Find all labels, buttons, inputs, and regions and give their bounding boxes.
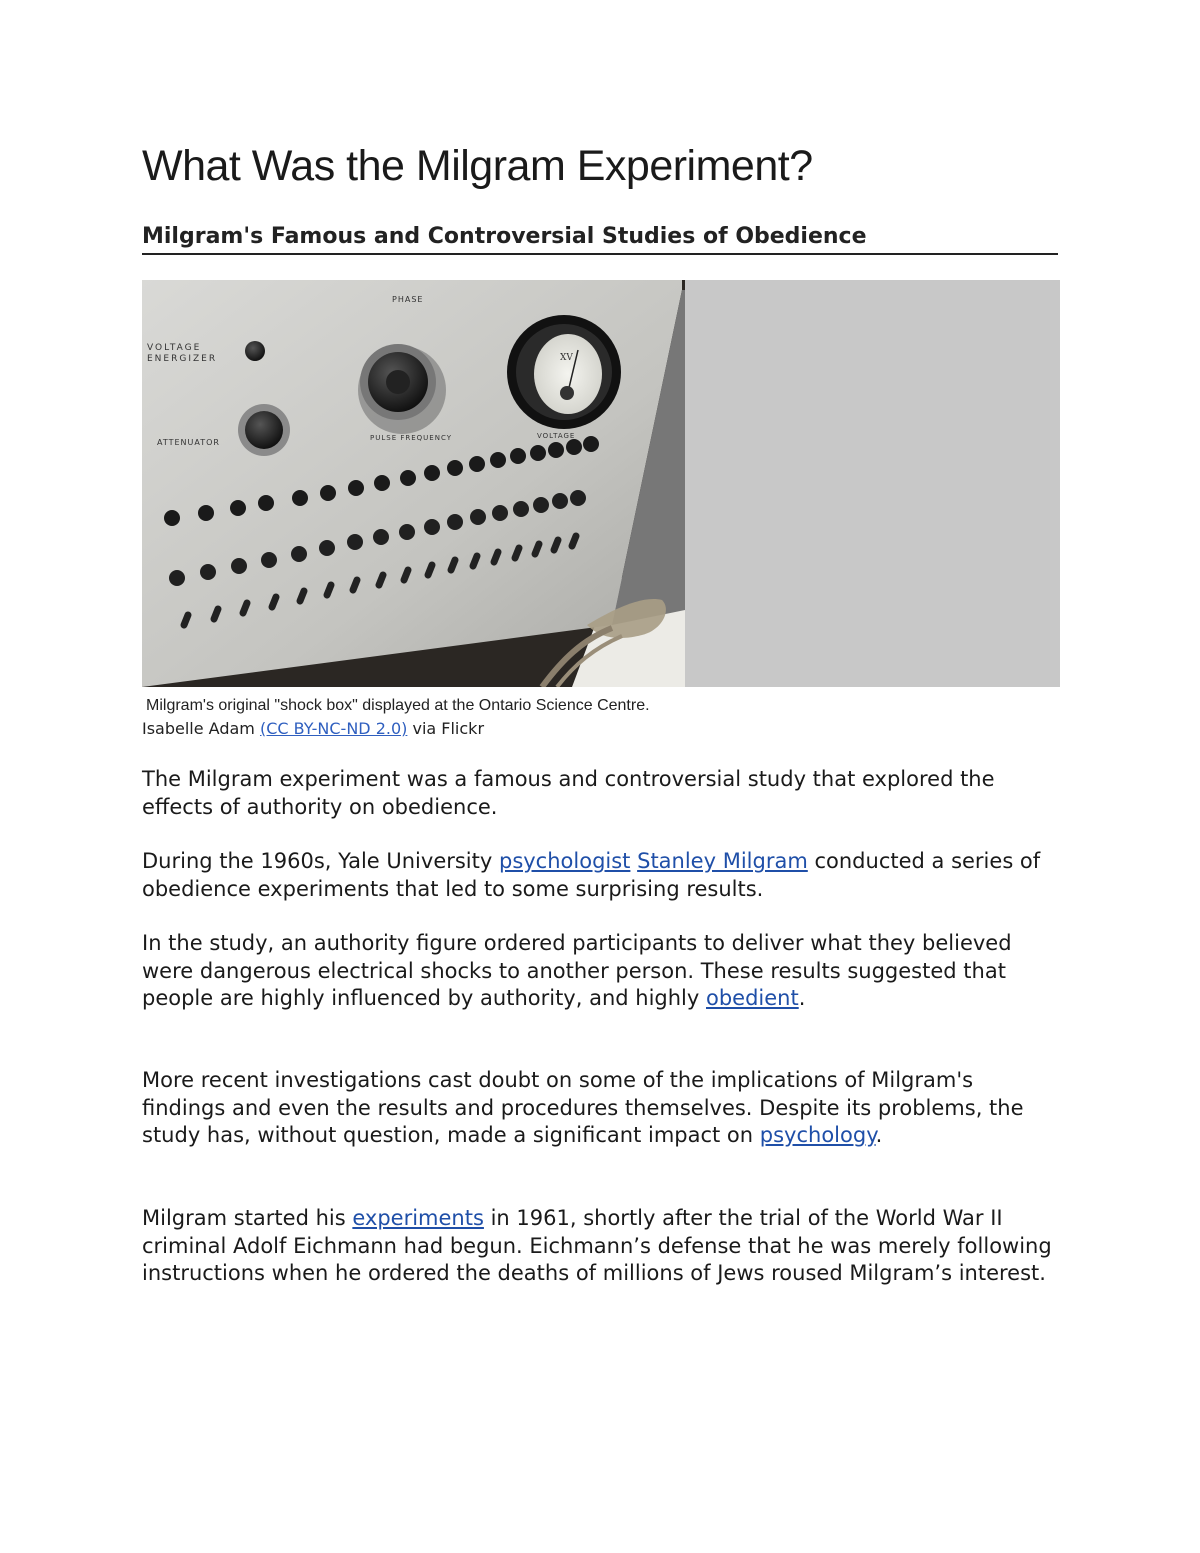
paragraph-background <box>142 848 1060 903</box>
paragraph-history <box>142 1205 1060 1288</box>
figure-credit-author: Isabelle Adam <box>142 719 260 738</box>
license-link[interactable]: (CC BY-NC-ND 2.0) <box>259 719 408 738</box>
photo-meter-label: XV <box>560 353 573 363</box>
shock-box-photo <box>142 280 685 687</box>
paragraph-text: The Milgram experiment was a famous and controversial study that explored the effects of authority on obedience. <box>142 767 995 819</box>
paragraph-text-part: Milgram started his <box>142 1206 353 1230</box>
paragraph-text-part: In the study, an authority figure ordered participants to deliver what they believed were dangerous electrical shocks to another person. These results suggested that people are highly influenced by authority, and highly <box>142 931 1012 1010</box>
figure-credit <box>142 719 484 738</box>
photo-label-energizer: ENERGIZER <box>147 354 218 364</box>
figure-credit-source: via Flickr <box>407 719 485 738</box>
psychologist-link[interactable]: psychologist <box>498 849 631 873</box>
paragraph-criticism <box>142 1067 1060 1150</box>
stanley-milgram-link[interactable]: Stanley Milgram <box>637 849 808 873</box>
figure-caption: Milgram's original "shock box" displayed at the Ontario Science Centre. <box>146 697 650 714</box>
paragraph-text-part: More recent investigations cast doubt on some of the implications of Milgram's findings and even the results and procedures themselves. Despite its problems, the study has, without question, made a significant impact on <box>142 1068 1024 1147</box>
photo-label-voltage-meter: VOLTAGE <box>537 432 576 440</box>
paragraph-text <box>142 1205 1060 1288</box>
paragraph-text-part: . <box>798 986 806 1010</box>
paragraph-intro <box>142 766 1060 821</box>
photo-label-pulse: PULSE FREQUENCY <box>370 434 452 442</box>
paragraph-text-part: . <box>875 1123 883 1147</box>
page-subtitle: Milgram's Famous and Controversial Studies of Obedience <box>142 224 1058 255</box>
photo-label-attenuator: ATTENUATOR <box>157 438 220 447</box>
paragraph-text-part: During the 1960s, Yale University <box>142 849 499 873</box>
paragraph-study <box>142 930 1060 1013</box>
paragraph-text <box>142 848 1060 903</box>
photo-label-phase: PHASE <box>392 295 424 304</box>
paragraph-text-part: in 1961, shortly after the trial of the World War II criminal Adolf Eichmann had begun. Eichmann’s defense that he was merely following instructions when he ordered the deaths of millions of Jews roused Milgram’s interest. <box>142 1206 1052 1285</box>
experiments-link[interactable]: experiments <box>352 1206 484 1230</box>
obedient-link[interactable]: obedient <box>706 986 799 1010</box>
page-title: What Was the Milgram Experiment? <box>142 142 813 190</box>
paragraph-text-part: conducted a series of obedience experiments that led to some surprising results. <box>142 849 1041 901</box>
psychology-link[interactable]: psychology <box>759 1123 876 1147</box>
paragraph-text <box>142 930 1060 1013</box>
figure-frame <box>142 280 1060 687</box>
photo-label-voltage: VOLTAGE <box>147 343 202 353</box>
paragraph-text <box>142 1067 1060 1150</box>
